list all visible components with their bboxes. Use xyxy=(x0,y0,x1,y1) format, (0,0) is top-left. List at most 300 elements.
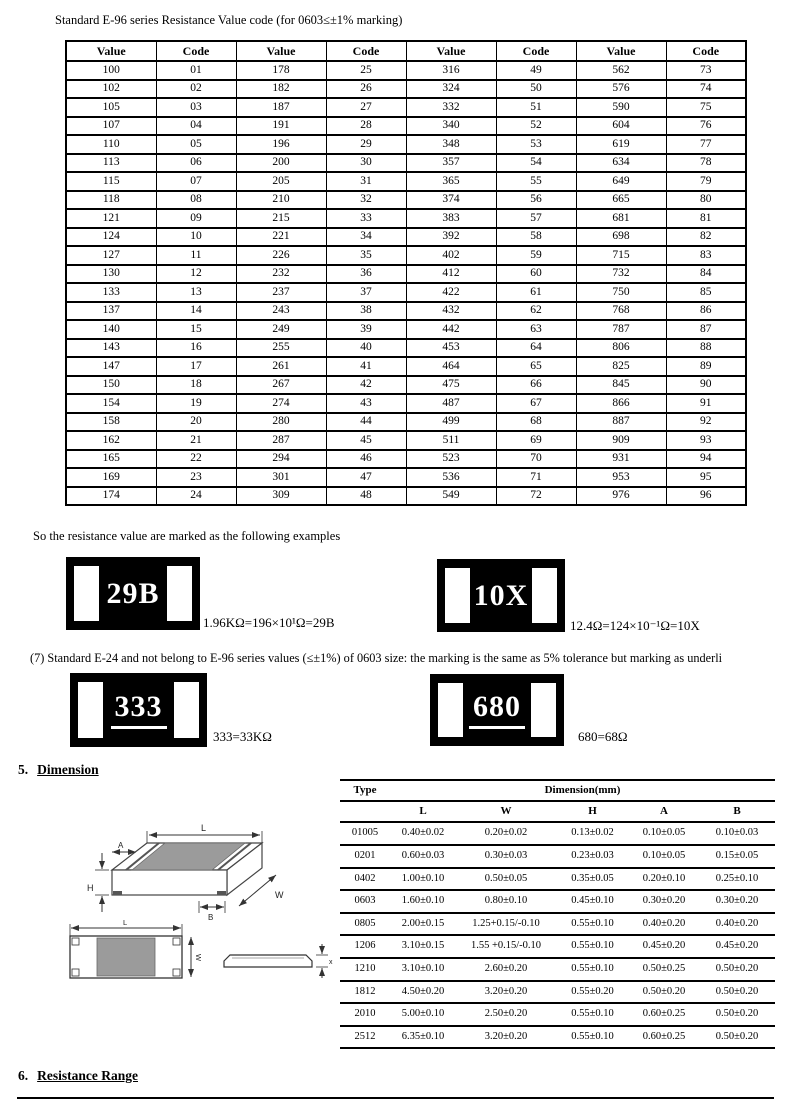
dim-value-cell: 0.50±0.20 xyxy=(699,1003,775,1026)
dim-value-cell: 0.30±0.20 xyxy=(629,890,699,913)
table-row xyxy=(66,394,746,413)
dim-value-cell: 0.20±0.02 xyxy=(456,822,556,845)
e96-value-cell: 118 xyxy=(66,191,156,210)
table-row xyxy=(340,890,775,913)
dim-value-cell: 1.55 +0.15/-0.10 xyxy=(456,935,556,958)
e96-code-cell: 34 xyxy=(326,228,406,247)
e96-code-cell: 33 xyxy=(326,209,406,228)
e96-value-cell: 357 xyxy=(406,154,496,173)
e96-code-cell: 56 xyxy=(496,191,576,210)
e96-value-cell: 210 xyxy=(236,191,326,210)
e96-code-cell: 80 xyxy=(666,191,746,210)
e96-code-cell: 61 xyxy=(496,283,576,302)
e96-code-cell: 43 xyxy=(326,394,406,413)
chip-caption: 1.96KΩ=196×10¹Ω=29B xyxy=(203,615,335,630)
e96-value-cell: 374 xyxy=(406,191,496,210)
e96-value-cell: 732 xyxy=(576,265,666,284)
e96-code-cell: 81 xyxy=(666,209,746,228)
dim-value-cell: 2.00±0.15 xyxy=(390,913,456,936)
dimension-table xyxy=(340,779,775,1049)
e96-code-cell: 75 xyxy=(666,98,746,117)
e96-value-cell: 750 xyxy=(576,283,666,302)
table-row xyxy=(66,154,746,173)
e96-value-cell: 154 xyxy=(66,394,156,413)
dim-label-A: A xyxy=(118,841,124,850)
e96-code-cell: 82 xyxy=(666,228,746,247)
e96-value-cell: 324 xyxy=(406,80,496,99)
e96-code-cell: 66 xyxy=(496,376,576,395)
chip-terminal-left xyxy=(78,682,103,738)
e96-code-cell: 49 xyxy=(496,61,576,80)
dimension-section-number: 5. xyxy=(18,762,29,777)
dimension-group-header-cell: Dimension(mm) xyxy=(390,780,775,801)
dim-value-cell: 0.60±0.25 xyxy=(629,1026,699,1049)
chip-marking: 29B xyxy=(106,576,160,610)
e96-code-cell: 35 xyxy=(326,246,406,265)
table-row xyxy=(66,468,746,487)
table-row xyxy=(66,283,746,302)
table-row xyxy=(340,1026,775,1049)
e96-value-cell: 137 xyxy=(66,302,156,321)
dim-value-cell: 0.45±0.10 xyxy=(556,890,629,913)
e96-value-cell: 178 xyxy=(236,61,326,80)
dim-type-cell: 0201 xyxy=(340,845,390,868)
e96-value-cell: 274 xyxy=(236,394,326,413)
e96-code-cell: 07 xyxy=(156,172,236,191)
dim-value-cell: 5.00±0.10 xyxy=(390,1003,456,1026)
e96-code-cell: 31 xyxy=(326,172,406,191)
chip-top-view xyxy=(70,936,182,978)
chip-caption: 680=68Ω xyxy=(578,729,628,744)
dim-value-cell: 3.20±0.20 xyxy=(456,981,556,1004)
resistor-chip-680 xyxy=(430,674,564,746)
e96-code-cell: 16 xyxy=(156,339,236,358)
e96-code-cell: 68 xyxy=(496,413,576,432)
e96-code-cell: 88 xyxy=(666,339,746,358)
e96-code-cell: 17 xyxy=(156,357,236,376)
e96-value-cell: 866 xyxy=(576,394,666,413)
dim-value-cell: 1.00±0.10 xyxy=(390,868,456,891)
e96-value-cell: 115 xyxy=(66,172,156,191)
e96-code-cell: 28 xyxy=(326,117,406,136)
e96-value-cell: 121 xyxy=(66,209,156,228)
e96-header-cell: Code xyxy=(666,41,746,61)
table-row xyxy=(66,450,746,469)
e96-code-cell: 90 xyxy=(666,376,746,395)
table-row xyxy=(340,868,775,891)
note-7-text: (7) Standard E-24 and not belong to E-96 series values (≤±1%) of 0603 size: the marking is the same as 5% tolerance but marking as underli xyxy=(30,651,723,665)
chip-marking: 10X xyxy=(473,578,529,612)
e96-code-cell: 60 xyxy=(496,265,576,284)
e96-code-cell: 04 xyxy=(156,117,236,136)
examples-intro-text: So the resistance value are marked as the following examples xyxy=(33,529,341,543)
dim-value-cell: 2.60±0.20 xyxy=(456,958,556,981)
e96-value-cell: 698 xyxy=(576,228,666,247)
dim-type-cell: 0805 xyxy=(340,913,390,936)
e96-code-cell: 37 xyxy=(326,283,406,302)
e96-code-cell: 94 xyxy=(666,450,746,469)
e96-value-cell: 604 xyxy=(576,117,666,136)
e96-value-cell: 237 xyxy=(236,283,326,302)
table-row xyxy=(66,487,746,506)
e96-value-cell: 536 xyxy=(406,468,496,487)
dimension-header-row-2 xyxy=(340,801,775,822)
dim-value-cell: 6.35±0.10 xyxy=(390,1026,456,1049)
table-row xyxy=(66,302,746,321)
dim-label-W: W xyxy=(275,890,284,900)
e96-value-cell: 365 xyxy=(406,172,496,191)
e96-code-cell: 55 xyxy=(496,172,576,191)
dim-value-cell: 0.15±0.05 xyxy=(699,845,775,868)
e96-value-cell: 113 xyxy=(66,154,156,173)
resistor-chip-29b xyxy=(66,557,200,630)
e96-value-cell: 191 xyxy=(236,117,326,136)
e96-value-cell: 475 xyxy=(406,376,496,395)
dim-type-cell: 0603 xyxy=(340,890,390,913)
bottom-divider xyxy=(17,1097,774,1099)
e96-value-cell: 392 xyxy=(406,228,496,247)
e96-code-cell: 95 xyxy=(666,468,746,487)
dim-value-cell: 0.60±0.03 xyxy=(390,845,456,868)
dim-value-cell: 0.45±0.20 xyxy=(699,935,775,958)
e96-value-cell: 226 xyxy=(236,246,326,265)
dim-value-cell: 0.50±0.20 xyxy=(699,1026,775,1049)
dim-value-cell: 0.45±0.20 xyxy=(629,935,699,958)
e96-value-cell: 140 xyxy=(66,320,156,339)
table-row xyxy=(66,339,746,358)
dim-value-cell: 3.20±0.20 xyxy=(456,1026,556,1049)
e96-code-cell: 78 xyxy=(666,154,746,173)
dim-value-cell: 0.55±0.10 xyxy=(556,935,629,958)
e96-code-cell: 21 xyxy=(156,431,236,450)
e96-code-cell: 72 xyxy=(496,487,576,506)
e96-code-cell: 89 xyxy=(666,357,746,376)
e96-code-cell: 51 xyxy=(496,98,576,117)
e96-value-cell: 665 xyxy=(576,191,666,210)
e96-code-cell: 62 xyxy=(496,302,576,321)
e96-code-cell: 42 xyxy=(326,376,406,395)
e96-value-cell: 221 xyxy=(236,228,326,247)
e96-code-cell: 06 xyxy=(156,154,236,173)
e96-header-cell: Value xyxy=(66,41,156,61)
e96-code-cell: 36 xyxy=(326,265,406,284)
dim-value-cell: 0.23±0.03 xyxy=(556,845,629,868)
e96-value-cell: 931 xyxy=(576,450,666,469)
dim-value-cell: 0.10±0.03 xyxy=(699,822,775,845)
dim-value-cell: 1.25+0.15/-0.10 xyxy=(456,913,556,936)
e96-value-cell: 681 xyxy=(576,209,666,228)
dim-label-H: H xyxy=(87,883,94,893)
e96-table-body xyxy=(66,61,746,505)
chip-3d-view xyxy=(112,843,262,895)
e96-code-cell: 74 xyxy=(666,80,746,99)
e96-code-cell: 71 xyxy=(496,468,576,487)
e96-value-cell: 976 xyxy=(576,487,666,506)
table-row xyxy=(340,958,775,981)
e96-code-cell: 59 xyxy=(496,246,576,265)
dim-value-cell: 4.50±0.20 xyxy=(390,981,456,1004)
e96-header-cell: Code xyxy=(496,41,576,61)
e96-code-cell: 14 xyxy=(156,302,236,321)
dim-type-cell: 0402 xyxy=(340,868,390,891)
e96-header-cell: Code xyxy=(326,41,406,61)
e96-code-cell: 85 xyxy=(666,283,746,302)
e96-code-cell: 96 xyxy=(666,487,746,506)
e96-value-cell: 215 xyxy=(236,209,326,228)
e96-code-cell: 46 xyxy=(326,450,406,469)
chip-terminal-right xyxy=(174,682,199,738)
e96-code-cell: 30 xyxy=(326,154,406,173)
e96-code-cell: 39 xyxy=(326,320,406,339)
e96-code-cell: 67 xyxy=(496,394,576,413)
table-row xyxy=(340,822,775,845)
table-row xyxy=(66,431,746,450)
dim-value-cell: 0.10±0.05 xyxy=(629,845,699,868)
chip-terminal-right xyxy=(532,568,557,623)
dim-type-cell: 01005 xyxy=(340,822,390,845)
side-view-label-x: x xyxy=(329,959,333,966)
chip-caption: 333=33KΩ xyxy=(213,729,272,744)
e96-value-cell: 499 xyxy=(406,413,496,432)
dim-value-cell: 0.30±0.03 xyxy=(456,845,556,868)
e96-code-cell: 40 xyxy=(326,339,406,358)
e96-value-cell: 107 xyxy=(66,117,156,136)
e96-code-cell: 73 xyxy=(666,61,746,80)
dim-value-cell: 0.60±0.25 xyxy=(629,1003,699,1026)
e96-value-cell: 150 xyxy=(66,376,156,395)
chip-terminal-left xyxy=(438,683,463,737)
dim-value-cell: 0.50±0.20 xyxy=(699,958,775,981)
e96-value-cell: 147 xyxy=(66,357,156,376)
e96-code-cell: 44 xyxy=(326,413,406,432)
e96-value-cell: 162 xyxy=(66,431,156,450)
e96-code-cell: 11 xyxy=(156,246,236,265)
dim-value-cell: 0.13±0.02 xyxy=(556,822,629,845)
e96-value-cell: 287 xyxy=(236,431,326,450)
e96-value-cell: 165 xyxy=(66,450,156,469)
e96-code-cell: 79 xyxy=(666,172,746,191)
e96-code-cell: 19 xyxy=(156,394,236,413)
e96-code-cell: 77 xyxy=(666,135,746,154)
e96-code-cell: 22 xyxy=(156,450,236,469)
dim-col-header-cell: A xyxy=(629,801,699,822)
e96-value-cell: 348 xyxy=(406,135,496,154)
dim-value-cell: 0.55±0.10 xyxy=(556,1003,629,1026)
e96-code-cell: 64 xyxy=(496,339,576,358)
dim-value-cell: 0.25±0.10 xyxy=(699,868,775,891)
e96-value-cell: 909 xyxy=(576,431,666,450)
e96-code-cell: 15 xyxy=(156,320,236,339)
table-row xyxy=(66,413,746,432)
chip-caption: 12.4Ω=124×10⁻¹Ω=10X xyxy=(570,618,700,633)
e96-value-cell: 316 xyxy=(406,61,496,80)
table-row xyxy=(66,246,746,265)
e96-code-cell: 69 xyxy=(496,431,576,450)
e96-value-cell: 487 xyxy=(406,394,496,413)
e96-code-cell: 83 xyxy=(666,246,746,265)
e96-code-cell: 48 xyxy=(326,487,406,506)
table-row xyxy=(340,981,775,1004)
e96-value-cell: 432 xyxy=(406,302,496,321)
dim-value-cell: 0.20±0.10 xyxy=(629,868,699,891)
e96-code-cell: 53 xyxy=(496,135,576,154)
e96-value-cell: 562 xyxy=(576,61,666,80)
type-header-cell: Type xyxy=(340,780,390,801)
e96-code-cell: 10 xyxy=(156,228,236,247)
e96-value-cell: 332 xyxy=(406,98,496,117)
resistor-chip-10x xyxy=(437,559,565,632)
dim-col-header-cell: W xyxy=(456,801,556,822)
e96-value-cell: 340 xyxy=(406,117,496,136)
table-row xyxy=(66,172,746,191)
dim-value-cell: 0.50±0.25 xyxy=(629,958,699,981)
e96-table-title: Standard E-96 series Resistance Value code (for 0603≤±1% marking) xyxy=(55,13,403,27)
e96-code-cell: 84 xyxy=(666,265,746,284)
dim-value-cell: 0.80±0.10 xyxy=(456,890,556,913)
e96-code-cell: 23 xyxy=(156,468,236,487)
e96-code-cell: 91 xyxy=(666,394,746,413)
e96-code-cell: 76 xyxy=(666,117,746,136)
dim-value-cell: 3.10±0.10 xyxy=(390,958,456,981)
table-row xyxy=(66,80,746,99)
dim-value-cell: 0.10±0.05 xyxy=(629,822,699,845)
top-view-label-W: W xyxy=(194,954,203,962)
table-row xyxy=(66,209,746,228)
e96-code-cell: 58 xyxy=(496,228,576,247)
e96-value-cell: 130 xyxy=(66,265,156,284)
e96-code-cell: 01 xyxy=(156,61,236,80)
dim-type-cell: 2512 xyxy=(340,1026,390,1049)
dim-value-cell: 1.60±0.10 xyxy=(390,890,456,913)
e96-code-cell: 09 xyxy=(156,209,236,228)
e96-value-cell: 523 xyxy=(406,450,496,469)
e96-code-cell: 87 xyxy=(666,320,746,339)
dim-value-cell: 0.55±0.10 xyxy=(556,958,629,981)
e96-value-cell: 267 xyxy=(236,376,326,395)
e96-value-cell: 187 xyxy=(236,98,326,117)
chip-terminal-left xyxy=(74,566,99,621)
e96-value-cell: 768 xyxy=(576,302,666,321)
e96-value-cell: 806 xyxy=(576,339,666,358)
e96-code-table xyxy=(65,40,747,506)
table-row xyxy=(66,191,746,210)
top-view-label-L: L xyxy=(123,918,128,927)
e96-code-cell: 47 xyxy=(326,468,406,487)
dimension-section-title: Dimension xyxy=(37,762,99,777)
e96-code-cell: 57 xyxy=(496,209,576,228)
e96-code-cell: 52 xyxy=(496,117,576,136)
e96-value-cell: 464 xyxy=(406,357,496,376)
e96-code-cell: 25 xyxy=(326,61,406,80)
dim-value-cell: 0.50±0.20 xyxy=(699,981,775,1004)
e96-value-cell: 196 xyxy=(236,135,326,154)
e96-value-cell: 649 xyxy=(576,172,666,191)
e96-value-cell: 249 xyxy=(236,320,326,339)
chip-marking: 680 xyxy=(469,692,525,729)
e96-value-cell: 422 xyxy=(406,283,496,302)
e96-value-cell: 100 xyxy=(66,61,156,80)
e96-code-cell: 63 xyxy=(496,320,576,339)
e96-value-cell: 442 xyxy=(406,320,496,339)
e96-value-cell: 590 xyxy=(576,98,666,117)
dim-type-cell: 2010 xyxy=(340,1003,390,1026)
table-row xyxy=(66,265,746,284)
e96-value-cell: 887 xyxy=(576,413,666,432)
e96-value-cell: 453 xyxy=(406,339,496,358)
chip-marking: 333 xyxy=(111,692,167,729)
table-row xyxy=(66,357,746,376)
e96-value-cell: 169 xyxy=(66,468,156,487)
e96-value-cell: 105 xyxy=(66,98,156,117)
dim-value-cell: 2.50±0.20 xyxy=(456,1003,556,1026)
e96-code-cell: 41 xyxy=(326,357,406,376)
e96-value-cell: 412 xyxy=(406,265,496,284)
e96-value-cell: 174 xyxy=(66,487,156,506)
e96-value-cell: 182 xyxy=(236,80,326,99)
e96-code-cell: 29 xyxy=(326,135,406,154)
chip-terminal-left xyxy=(445,568,470,623)
e96-value-cell: 102 xyxy=(66,80,156,99)
e96-code-cell: 13 xyxy=(156,283,236,302)
dim-type-cell: 1210 xyxy=(340,958,390,981)
e96-code-cell: 92 xyxy=(666,413,746,432)
e96-code-cell: 54 xyxy=(496,154,576,173)
e96-value-cell: 825 xyxy=(576,357,666,376)
dimension-header-row-1 xyxy=(340,780,775,801)
e96-value-cell: 294 xyxy=(236,450,326,469)
e96-code-cell: 12 xyxy=(156,265,236,284)
table-row xyxy=(340,913,775,936)
e96-value-cell: 402 xyxy=(406,246,496,265)
e96-value-cell: 143 xyxy=(66,339,156,358)
e96-value-cell: 549 xyxy=(406,487,496,506)
dim-value-cell: 0.40±0.20 xyxy=(629,913,699,936)
resistor-chip-333 xyxy=(70,673,207,747)
e96-code-cell: 05 xyxy=(156,135,236,154)
e96-code-cell: 18 xyxy=(156,376,236,395)
e96-value-cell: 133 xyxy=(66,283,156,302)
e96-value-cell: 301 xyxy=(236,468,326,487)
dim-type-cell: 1812 xyxy=(340,981,390,1004)
chip-terminal-right xyxy=(167,566,192,621)
e96-value-cell: 124 xyxy=(66,228,156,247)
e96-value-cell: 110 xyxy=(66,135,156,154)
dim-col-header-cell: B xyxy=(699,801,775,822)
resistance-range-heading xyxy=(18,1068,138,1084)
e96-value-cell: 309 xyxy=(236,487,326,506)
dim-value-cell: 0.55±0.20 xyxy=(556,981,629,1004)
dim-label-L: L xyxy=(201,823,207,833)
e96-value-cell: 158 xyxy=(66,413,156,432)
dim-value-cell: 0.40±0.20 xyxy=(699,913,775,936)
dimension-section-heading xyxy=(18,762,99,778)
e96-code-cell: 93 xyxy=(666,431,746,450)
chip-terminal-right xyxy=(531,683,556,737)
e96-value-cell: 619 xyxy=(576,135,666,154)
e96-header-cell: Value xyxy=(406,41,496,61)
table-row xyxy=(66,61,746,80)
dim-col-header-cell: H xyxy=(556,801,629,822)
dim-col-header-cell: L xyxy=(390,801,456,822)
e96-value-cell: 715 xyxy=(576,246,666,265)
dim-value-cell: 3.10±0.15 xyxy=(390,935,456,958)
range-section-title: Resistance Range xyxy=(37,1068,138,1083)
chip-side-view xyxy=(224,955,312,967)
dim-value-cell: 0.50±0.05 xyxy=(456,868,556,891)
e96-value-cell: 232 xyxy=(236,265,326,284)
dim-label-B: B xyxy=(208,913,214,922)
dim-empty-header-cell xyxy=(340,801,390,822)
